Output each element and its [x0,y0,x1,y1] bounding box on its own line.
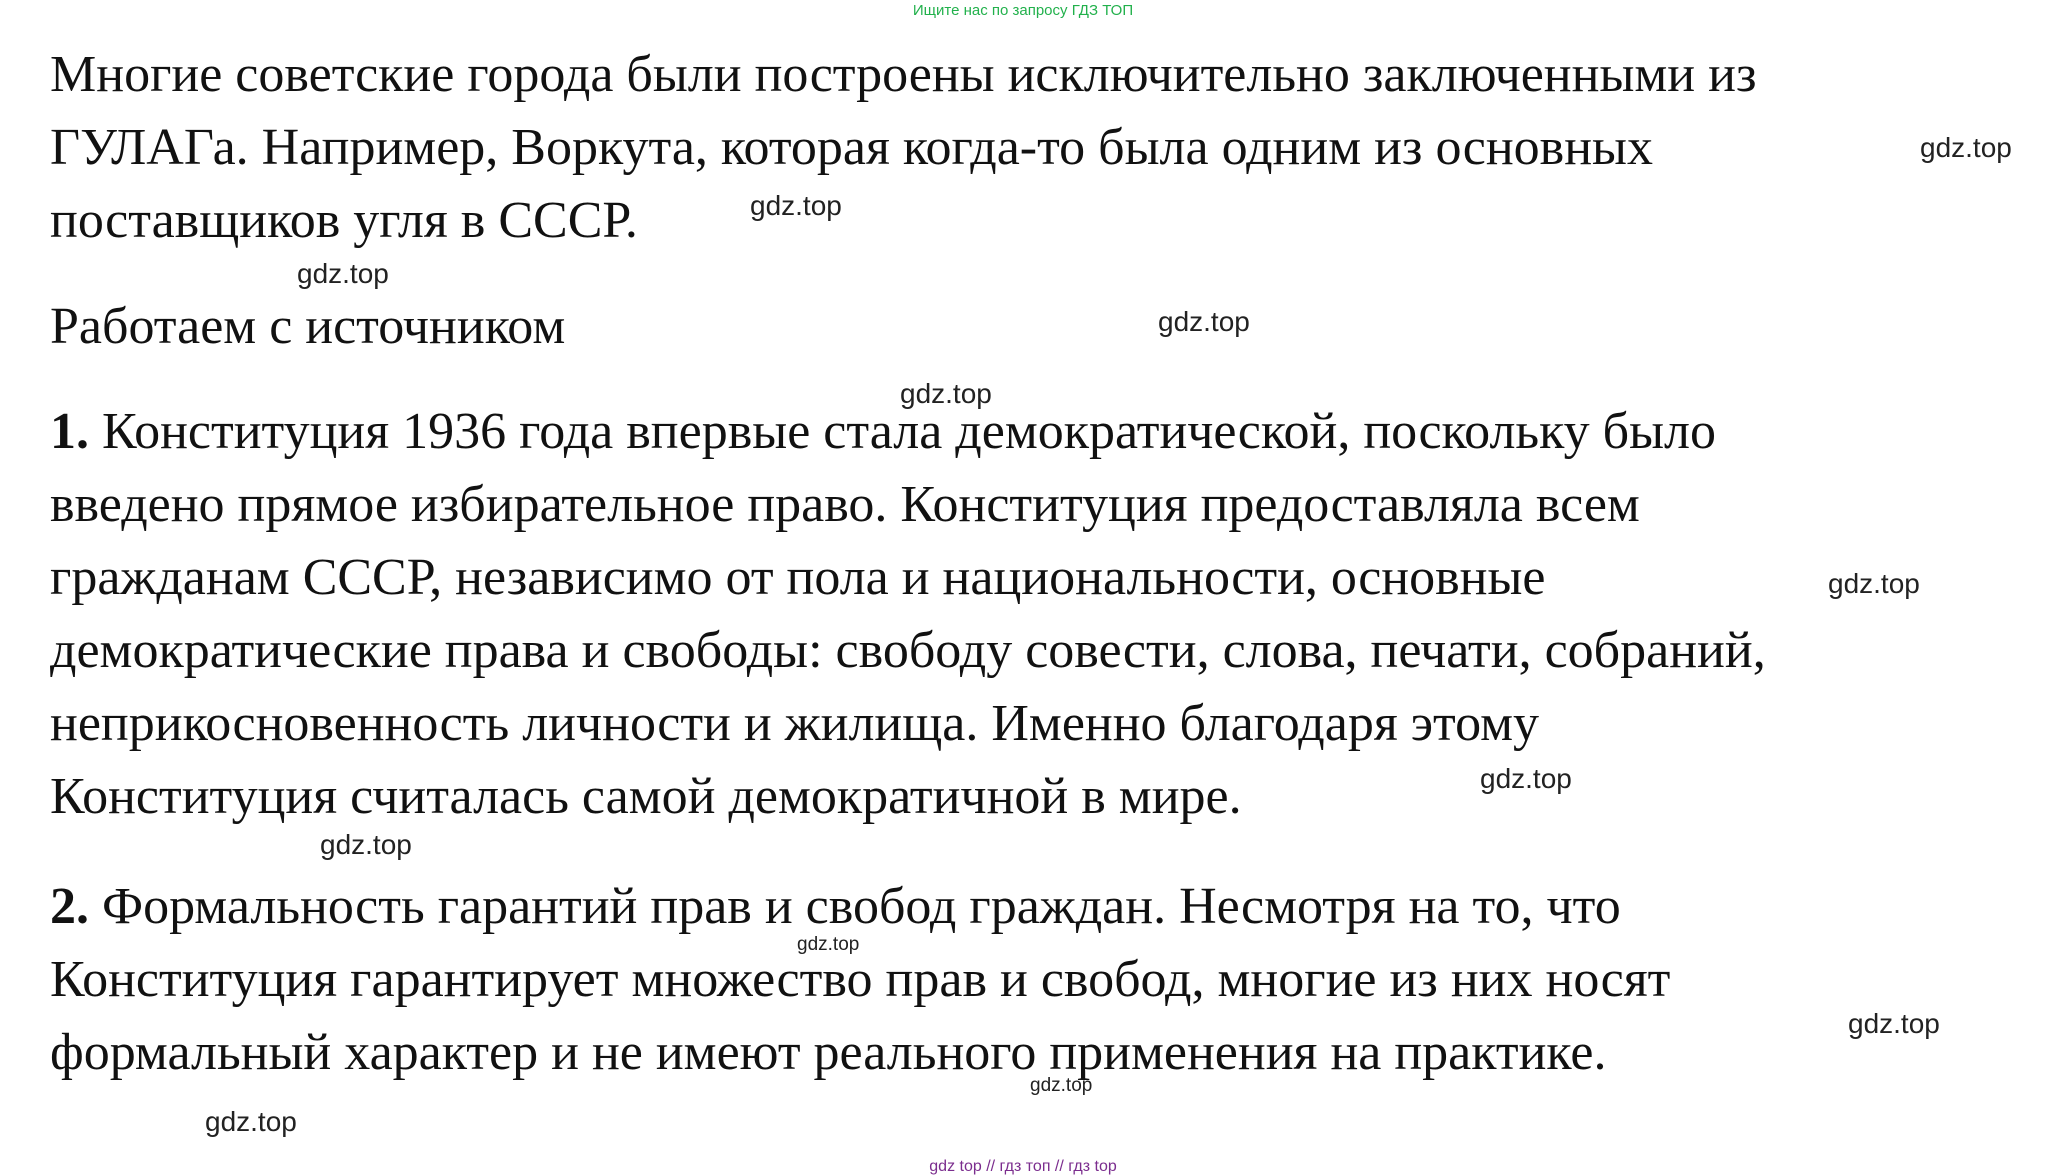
answer-1-text: Конституция 1936 года впервые стала демократической, поскольку было [89,403,1717,460]
answer-2 [50,870,1670,1089]
watermark: gdz.top [1158,306,1250,337]
answer-1-line: Конституция считалась самой демократичной в мире. [50,768,1242,825]
answer-2-line: Конституция гарантирует множество прав и свобод, многие из них носят [50,951,1671,1008]
watermark: gdz.top [1480,763,1572,794]
bottom-banner: gdz top // гдз топ // гдз top [929,1158,1117,1175]
intro-line: поставщиков угля в СССР. [50,192,638,249]
watermark: gdz.top [1848,1008,1940,1039]
section-heading: Работаем с источником [50,298,566,355]
top-banner: Ищите нас по запросу ГДЗ ТОП [912,2,1134,19]
watermark: gdz.top [1828,568,1920,599]
answer-2-line [50,870,1670,943]
intro-line: Многие советские города были построены исключительно заключенными из [50,46,1757,103]
watermark: gdz.top [297,258,389,289]
answer-1-number: 1. [50,403,89,460]
answer-2-text: Формальность гарантий прав и свобод граждан. Несмотря на то, что [89,878,1621,935]
answer-2-number: 2. [50,878,89,935]
watermark: gdz.top [750,190,842,221]
watermark: gdz.top [1030,1075,1093,1096]
watermark: gdz.top [1920,132,2012,163]
watermark: gdz.top [900,378,992,409]
answer-1-line: гражданам СССР, независимо от пола и национальности, основные [50,549,1546,606]
intro-line: ГУЛАГа. Например, Воркута, которая когда-то была одним из основных [50,119,1653,176]
answer-1-line: демократические права и свободы: свободу совести, слова, печати, собраний, [50,622,1766,679]
answer-2-line: формальный характер и не имеют реального применения на практике. [50,1024,1607,1081]
answer-1-line: неприкосновенность личности и жилища. Именно благодаря этому [50,695,1540,752]
answer-1-line: введено прямое избирательное право. Конституция предоставляла всем [50,476,1640,533]
watermark: gdz.top [797,934,860,955]
intro-paragraph [50,38,1757,257]
watermark: gdz.top [205,1106,297,1137]
watermark: gdz.top [320,829,412,860]
